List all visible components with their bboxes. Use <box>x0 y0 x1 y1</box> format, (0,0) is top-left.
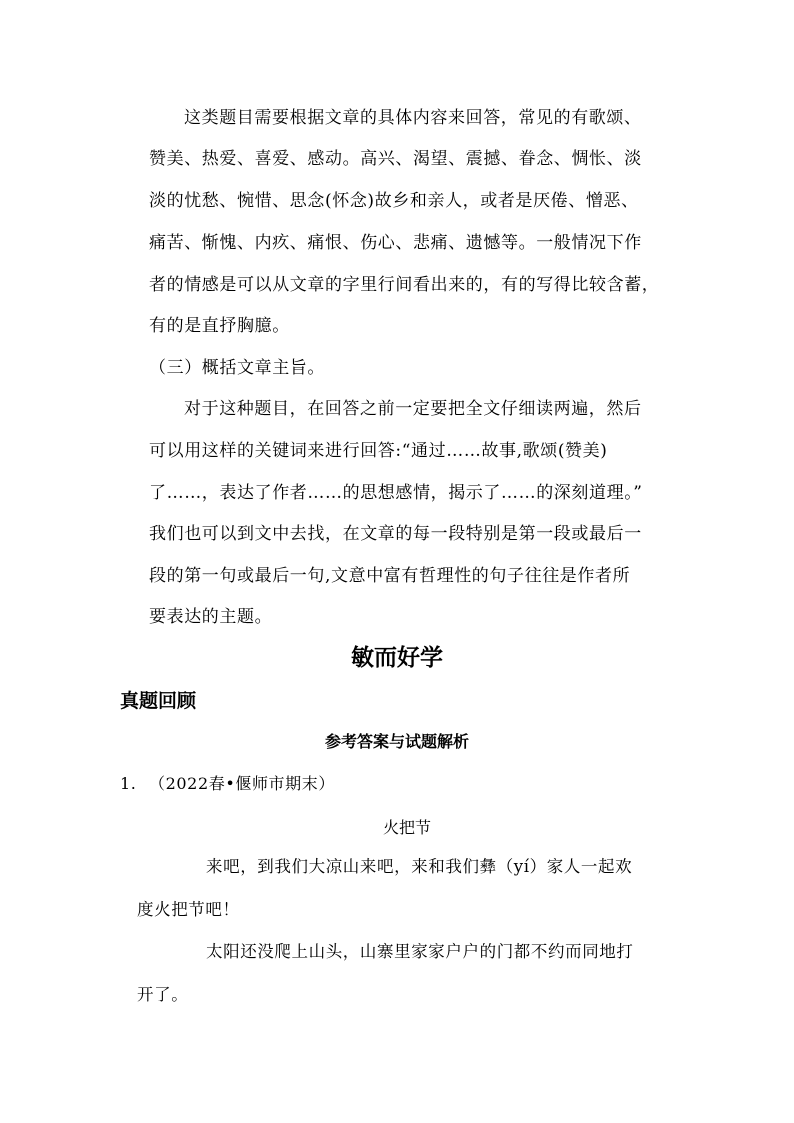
intro-line-3: 淡的忧愁、惋惜、思念(怀念)故乡和亲人，或者是厌倦、憎恶、 <box>149 191 639 211</box>
part3-line-6: 要表达的主题。 <box>149 607 273 627</box>
passage-title: 火把节 <box>382 818 431 837</box>
section-title: 真题回顾 <box>120 690 197 712</box>
part3-line-4: 我们也可以到文中去找，在文章的每一段特别是第一段或最后一 <box>149 524 642 544</box>
intro-line-2: 赞美、热爱、喜爱、感动。高兴、渴望、震撼、眷念、惆怅、淡 <box>149 149 642 169</box>
part3-heading: （三）概括文章主旨。 <box>149 358 325 378</box>
part3-line-1: 对于这种题目，在回答之前一定要把全文仔细读两遍，然后 <box>184 399 642 419</box>
passage-line-2: 度火把节吧！ <box>137 900 240 919</box>
question-source: （2022春•偃师市期末） <box>149 774 335 793</box>
part3-line-5: 段的第一句或最后一句,文意中富有哲理性的句子往往是作者所 <box>149 566 631 586</box>
intro-line-1: 这类题目需要根据文章的具体内容来回答，常见的有歌颂、 <box>184 108 642 128</box>
passage-line-1: 来吧，到我们大凉山来吧，来和我们彝（yí）家人一起欢 <box>206 857 633 876</box>
intro-line-5: 者的情感是可以从文章的字里行间看出来的，有的写得比较含蓄， <box>149 275 660 295</box>
intro-line-4: 痛苦、惭愧、内疚、痛恨、伤心、悲痛、遗憾等。一般情况下作 <box>149 233 642 253</box>
answer-subtitle: 参考答案与试题解析 <box>324 732 469 751</box>
intro-line-6: 有的是直抒胸臆。 <box>149 316 290 336</box>
page-title: 敏而好学 <box>351 645 443 671</box>
part3-line-2: 可以用这样的关键词来进行回答:“通过……故事,歌颂(赞美) <box>149 441 608 461</box>
passage-line-3: 太阳还没爬上山头，山寨里家家户户的门都不约而同地打 <box>206 942 634 961</box>
passage-line-4: 开了。 <box>137 985 189 1004</box>
question-number: 1. <box>120 774 137 793</box>
part3-line-3: 了……，表达了作者……的思想感情，揭示了……的深刻道理。” <box>149 483 643 503</box>
